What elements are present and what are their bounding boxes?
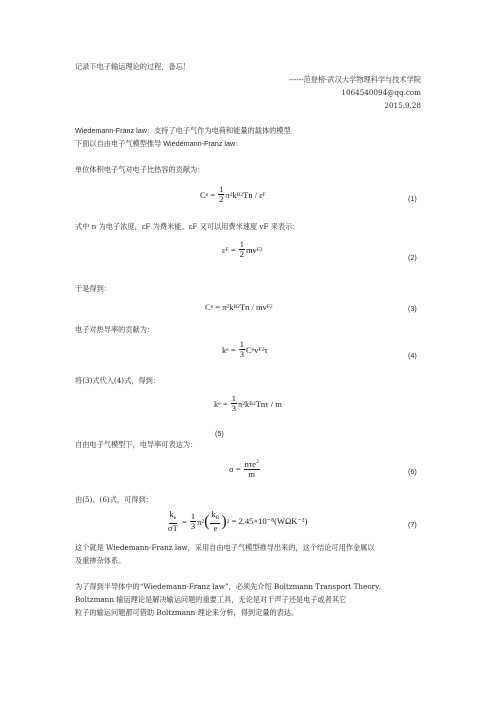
combine-line: 由(5)、(6)式，可得到：: [75, 495, 153, 504]
author-line: ------范登榜-武汉大学物理科学与技术学院: [288, 75, 421, 84]
conclusion-line-2: 及重掺杂体系。: [75, 556, 126, 565]
equation-number-6: (6): [408, 467, 417, 476]
equation-number-4: (4): [408, 351, 417, 360]
thermal-intro: 电子对热导率的贡献为：: [75, 325, 155, 334]
law-title: Wiedemann-Franz law：支持了电子气作为电荷和能量的载体的模型: [75, 126, 291, 135]
derive-intro: 下面以自由电子气模型推导 Wiedemann-Franz law：: [75, 139, 243, 148]
intro-line: 记录下电子输运理论的过程，备忘！: [75, 62, 191, 71]
semiconductor-line-1: 为了得到半导体中的“Wiedemann-Franz law”，必须先介绍 Boltzmann Transport Theory。: [75, 582, 387, 591]
email-line: 1064540094@qq.com: [341, 88, 421, 97]
result-intro: 于是得到：: [75, 284, 111, 293]
equation-1: C e = $\frac{1}{2}$ π 2 k B 2 Tn / ε F: [200, 184, 266, 204]
equation-number-2: (2): [408, 253, 417, 262]
equation-number-1: (1): [408, 194, 417, 203]
equation-number-3: (3): [408, 304, 417, 313]
equation-5: k e = $\frac{1}{3}$ π 2 k B 2 Tnτ / m: [214, 393, 282, 413]
equation-number-5: (5): [215, 429, 224, 438]
equation-6: σ = $\frac{n\tau e^2}{m}$: [229, 459, 259, 479]
conclusion-line-1: 这个就是 Wiedemann-Franz law，采用自由电子气模型推导出来的，这个结论可用作金属以: [75, 543, 375, 552]
equation-number-7: (7): [408, 520, 417, 529]
equation-7: $\frac{k_e}{\sigma T}$ = $\frac{1}{3}$ π 2 ( $\frac{k_B}{e}$ ) 2 = 2.45×10⁻⁸(WΩK⁻²): [168, 509, 308, 533]
equation-7-value: = 2.45×10⁻⁸(WΩK⁻²): [231, 516, 308, 526]
equation-2: ε F = $\frac{1}{2}$ mv F 2: [222, 239, 263, 259]
specific-heat-text: 单位体积电子气对电子比热容的贡献为：: [75, 165, 205, 174]
equation-3: C e = π 2 k B 2 Tn / mv F 2: [205, 302, 273, 312]
conductivity-intro: 自由电子气模型下，电导率可表达为：: [75, 440, 198, 449]
semiconductor-line-2: Boltzmann 输运理论是解决输运问题的重要工具，无论是对于声子还是电子或者其它: [75, 595, 347, 604]
explain-line: 式中 n 为电子浓度，εF 为费米能。εF 又可以用费米速度 vF 来表示：: [75, 222, 300, 231]
semiconductor-line-3: 粒子的输运问题都可借助 Boltzmann 理论来分析，得到定量的表达。: [75, 608, 299, 617]
substitute-line: 将(3)式代入(4)式，得到：: [75, 376, 161, 385]
date-line: 2015.9.28: [384, 101, 421, 110]
equation-4: k e = $\frac{1}{3}$ C e v F 2 τ: [222, 339, 268, 359]
